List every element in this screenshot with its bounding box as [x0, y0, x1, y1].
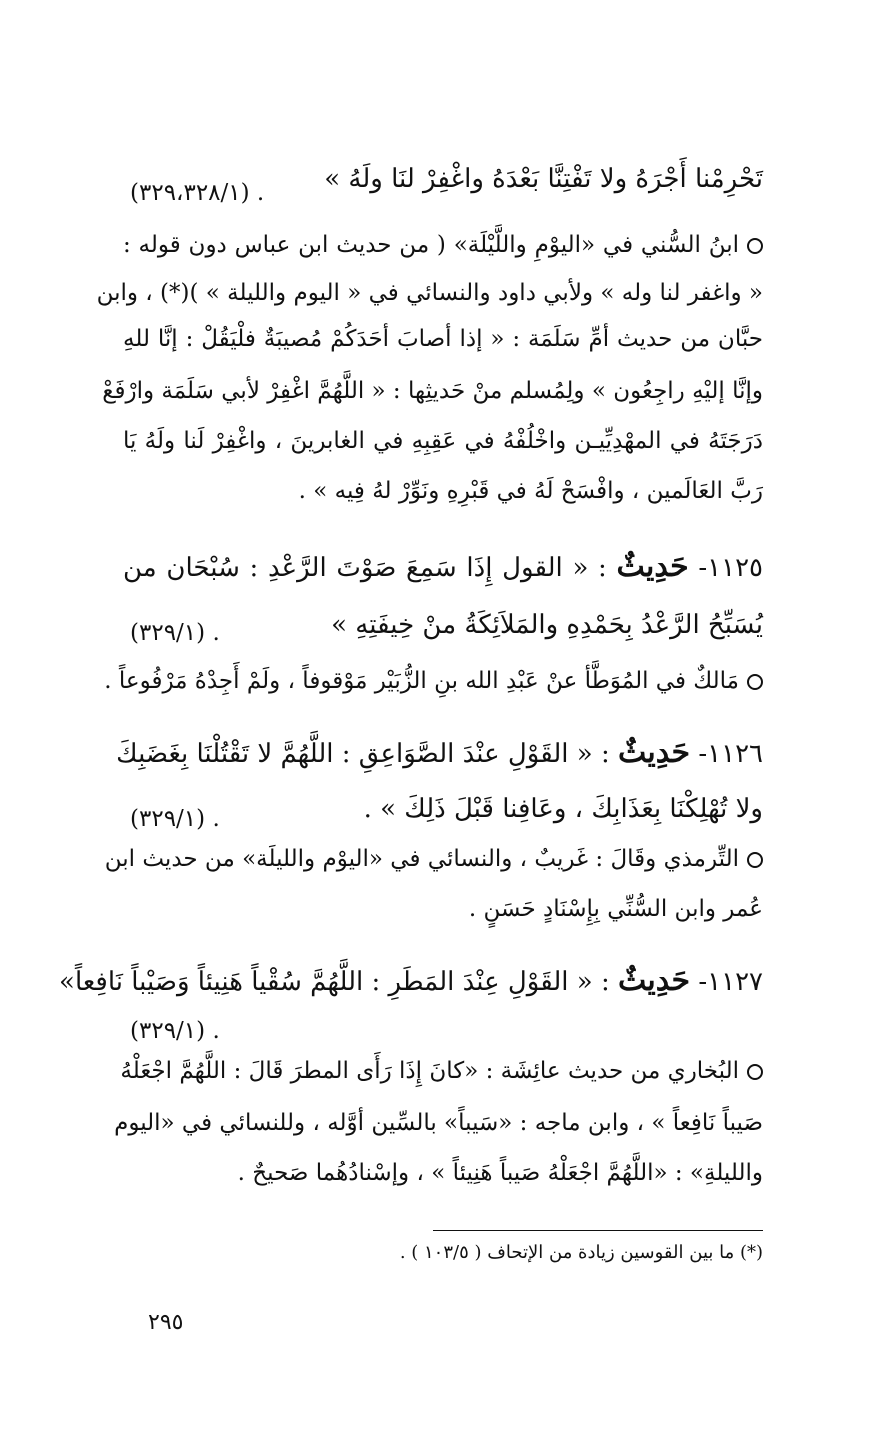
hadith-1127-heading	[59, 962, 763, 1001]
footnote: (*) ما بين القوسين زيادة من الإتحاف ( ١٠٣/٥ ) .	[399, 1242, 763, 1263]
hadith-text: : « القول إِذَا سَمِعَ صَوْتَ الرَّعْدِ : سُبْحَان من	[123, 553, 607, 583]
note-line	[120, 1054, 763, 1088]
note-line: « واغفر لنا وله » ولأبي داود والنسائي في « اليوم والليلة » )(*) ، وابن	[96, 280, 763, 306]
hadith-text: يُسَبِّحُ الرَّعْدُ بِحَمْدِهِ والمَلاَئِكَةُ منْ خِيفَتِهِ »	[331, 610, 763, 640]
note-line: دَرَجَتَهُ في المهْدِيِّيـن واخْلُفْهُ في عَقِبِهِ في الغابرينَ ، واغْفِرْ لَنا ولَهُ يَا	[123, 428, 763, 454]
footnote-divider	[433, 1230, 763, 1231]
note-text: ابنُ السُّني في «اليوْمِ واللَّيْلَة» ( من حديث ابن عباس دون قوله :	[123, 232, 739, 258]
reference: (٣٢٩/١) .	[130, 620, 220, 646]
reference: (٣٢٩،٣٢٨/١) .	[130, 180, 265, 206]
note-text: البُخاري من حديث عائِشَة : «كانَ إِذَا رَأَى المطرَ قَالَ : اللَّهُمَّ اجْعَلْهُ	[120, 1058, 739, 1084]
note-line: عُمر وابن السُّنِّي بِإِسْنَادٍ حَسَنٍ .	[468, 896, 763, 922]
hadith-number: ١١٢٧-	[698, 967, 763, 997]
hadith-keyword: حَدِيثٌ	[616, 549, 689, 584]
note-line: وإنَّا إليْهِ راجِعُون » ولِمُسلم منْ حَديثِها : « اللَّهُمَّ اغْفِرْ لأبي سَلَمَة وارْفَعْ	[102, 378, 763, 404]
note-line: رَبَّ العَالَمين ، وافْسَحْ لَهُ في قَبْرِهِ ونَوِّرْ لهُ فِيه » .	[298, 478, 763, 504]
hadith-1125-heading	[123, 548, 763, 587]
text-line: تَحْرِمْنا أَجْرَهُ ولا تَفْتِنَّا بَعْدَهُ واغْفِرْ لنَا ولَهُ »	[324, 164, 763, 194]
note-line	[104, 664, 763, 698]
note-line	[104, 842, 763, 876]
hadith-1126-heading	[116, 734, 763, 773]
note-line: صَيباً نَافِعاً » ، وابن ماجه : «سَيباً» بالسِّين أوَّله ، وللنسائي في «اليوم	[114, 1110, 763, 1136]
hadith-keyword: حَدِيثٌ	[617, 963, 691, 998]
note-text: مَالكٌ في المُوَطَّأ عنْ عَبْدِ الله بنِ الزُّبَيْر مَوْقوفاً ، ولَمْ أَجِدْهُ مَرْفُوعاً .	[104, 668, 739, 694]
reference: (٣٢٩/١) .	[130, 1018, 220, 1044]
page-number: ٢٩٥	[148, 1310, 184, 1335]
note-line: والليلةِ» : «اللَّهُمَّ اجْعَلْهُ صَيباً هَنِيئاً » ، وإسْنادُهُما صَحيحٌ .	[237, 1160, 763, 1186]
note-circle-icon	[747, 852, 763, 868]
note-line: حبَّان من حديث أمِّ سَلَمَة : « إذا أصابَ أحَدَكُمْ مُصيبَةٌ فلْيَقُلْ : إنَّا للهِ	[123, 326, 763, 352]
hadith-number: ١١٢٥-	[698, 553, 763, 583]
reference: (٣٢٩/١) .	[130, 806, 220, 832]
hadith-keyword: حَدِيثٌ	[617, 735, 691, 770]
hadith-text: ولا تُهْلِكْنَا بِعَذَابِكَ ، وعَافِنا قَبْلَ ذَلِكَ » .	[363, 794, 763, 824]
note-line	[123, 228, 763, 262]
hadith-number: ١١٢٦-	[698, 739, 763, 769]
note-circle-icon	[747, 238, 763, 254]
note-text: التِّرمذي وقَالَ : غَريبٌ ، والنسائي في «اليوْم والليلَة» من حديث ابن	[104, 846, 739, 872]
note-circle-icon	[747, 674, 763, 690]
hadith-text: : « القَوْلِ عنْدَ الصَّوَاعِقِ : اللَّهُمَّ لا تَقْتُلْنَا بِغَضَبِكَ	[116, 739, 610, 769]
note-circle-icon	[747, 1064, 763, 1080]
hadith-text: : « القَوْلِ عِنْدَ المَطَرِ : اللَّهُمَّ سُقْياً هَنِيئاً وَصَيْباً نَافِعاً»	[59, 967, 610, 997]
